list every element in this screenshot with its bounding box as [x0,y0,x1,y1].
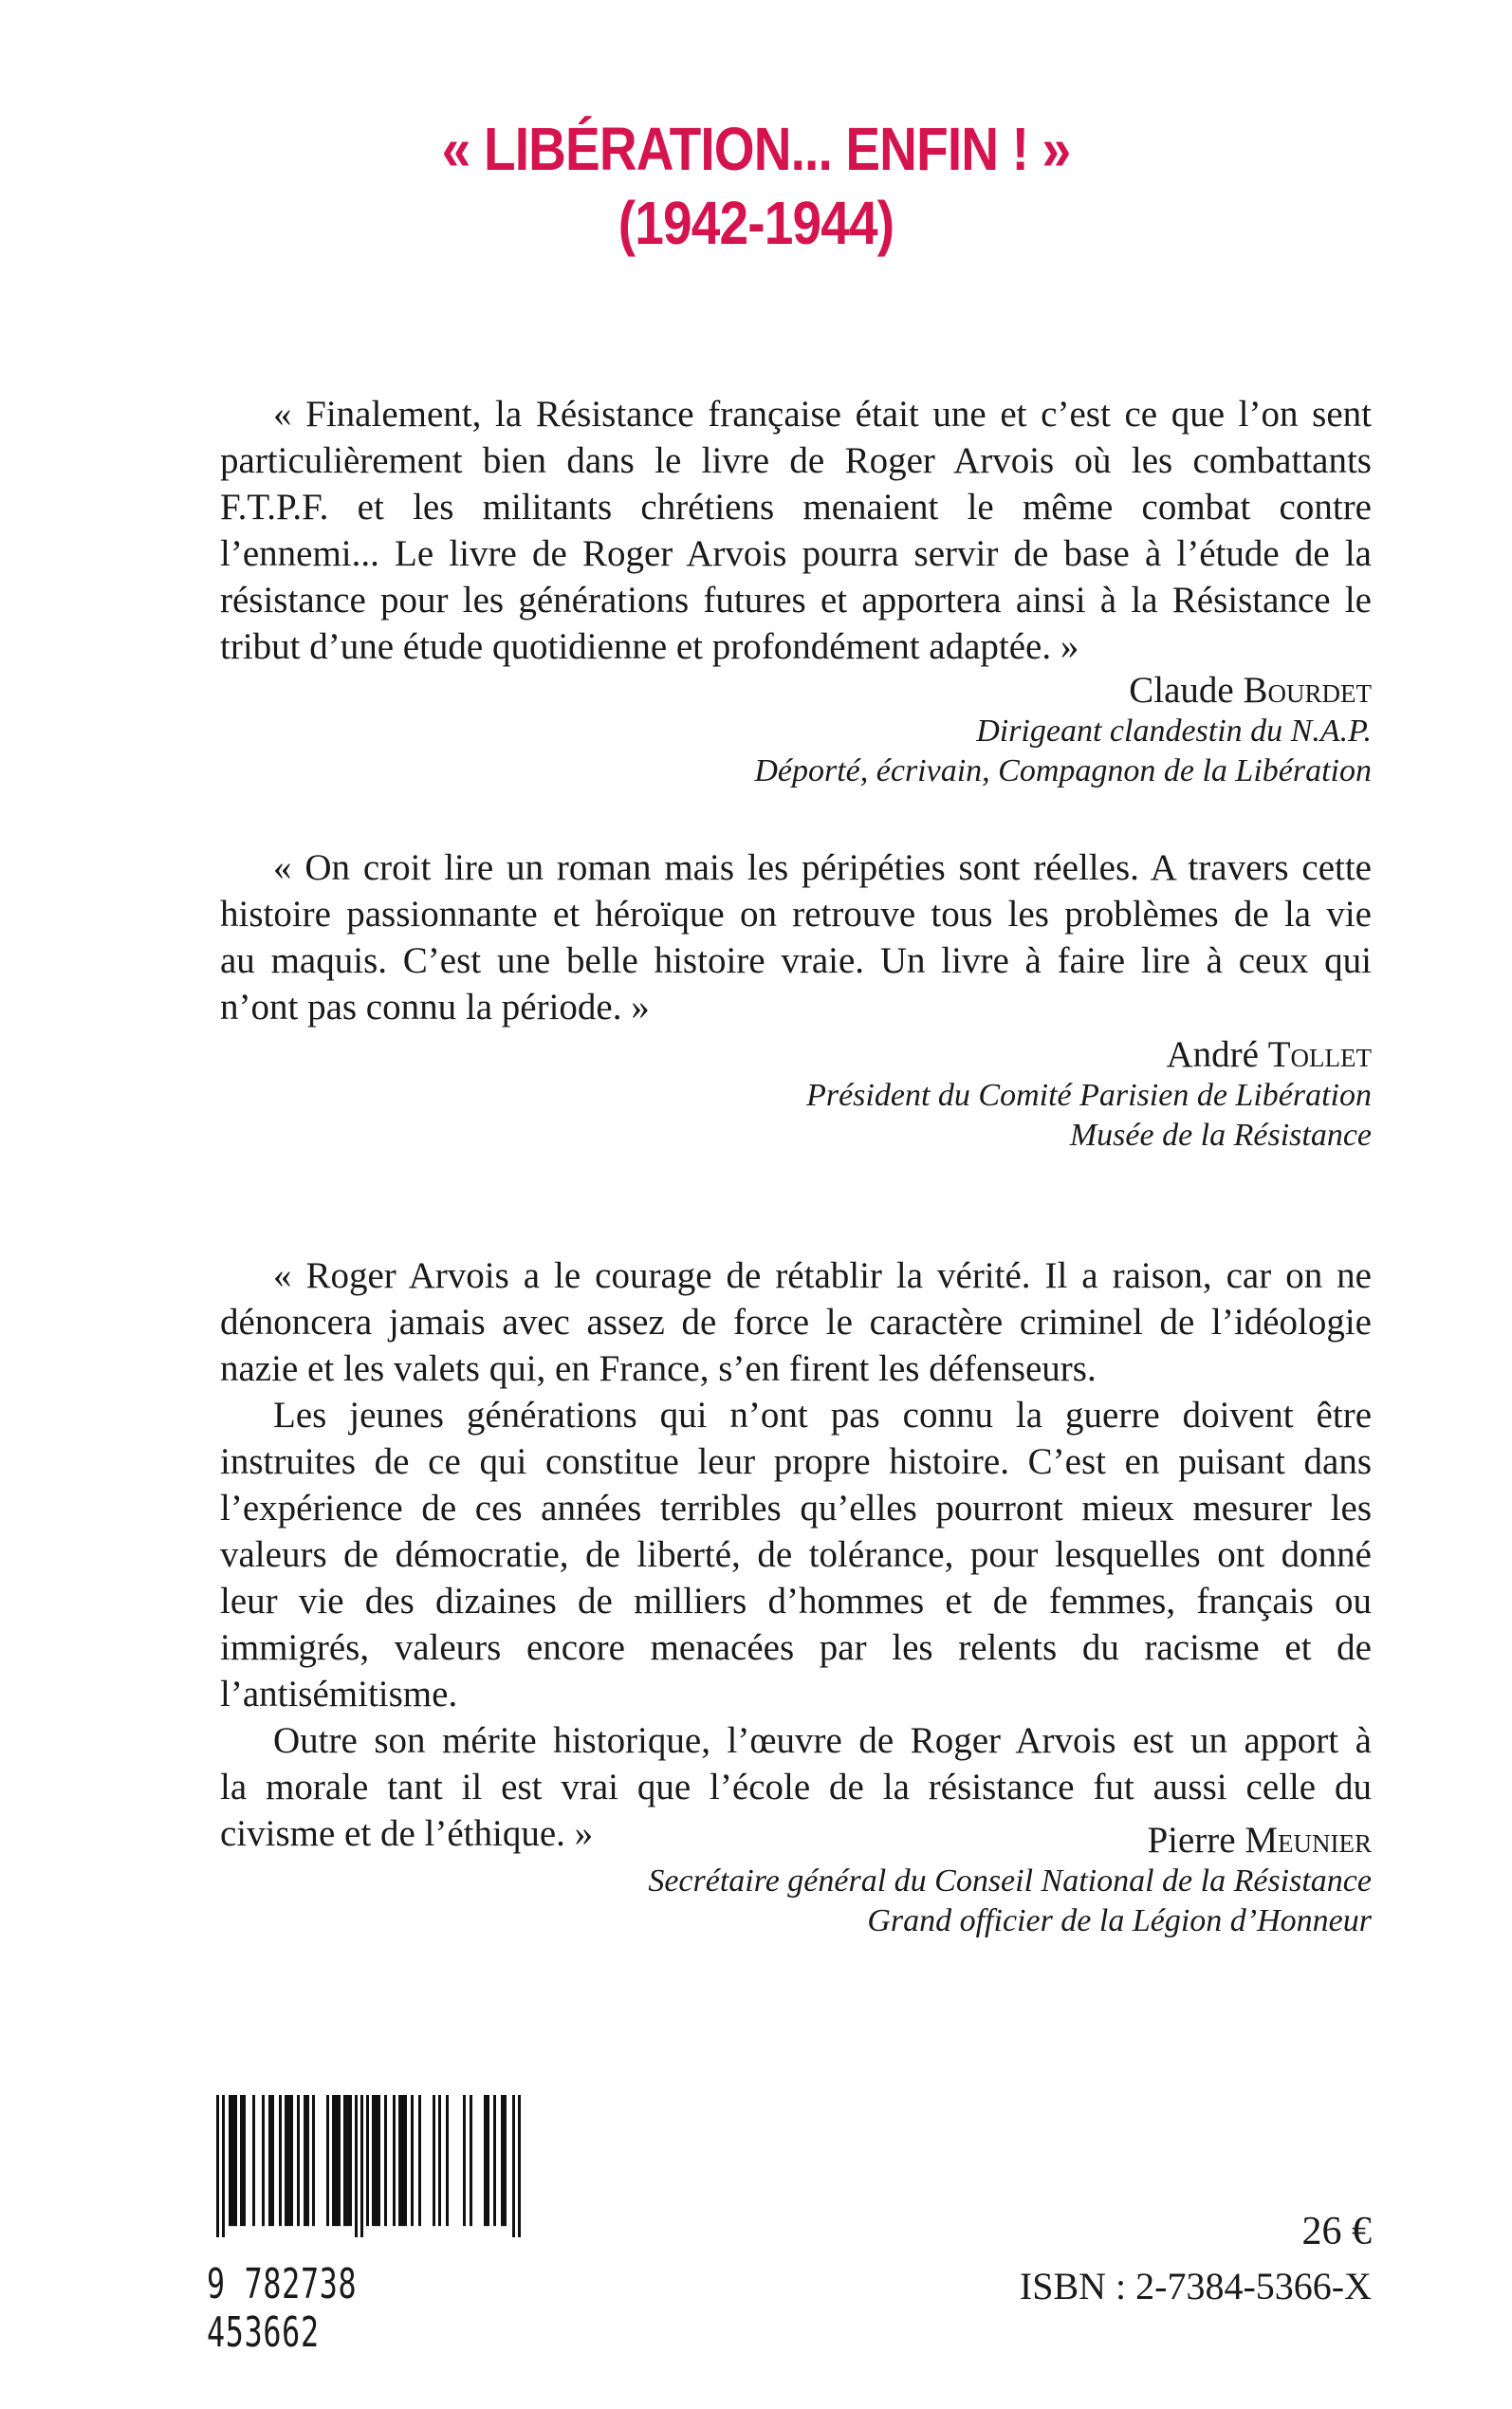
quote-tollet [220,844,1372,1030]
quote-line: particulièrement bien dans le livre de Roger Arvois où les combattants [220,440,1372,481]
signature-meunier [648,1820,1372,1941]
quote-line: « Roger Arvois a le courage de rétablir la vérité. Il a raison, car on ne [273,1255,1372,1296]
quote-line: histoire passionnante et héroïque on retrouve tous les problèmes de la vie [220,894,1372,935]
quote-line: Outre son mérite historique, l’œuvre de Roger Arvois est un apport à [273,1720,1372,1761]
author-name: Pierre Meunier [1147,1820,1372,1861]
signature-tollet [806,1034,1372,1156]
quote-line: résistance pour les générations futures et apportera ainsi à la Résistance le [220,580,1372,621]
quote-line: la morale tant il est vrai que l’école de la résistance fut aussi celle du [220,1767,1372,1807]
quote-line: tribut d’une étude quotidienne et profondément adaptée. » [220,626,1079,667]
author-role: Musée de la Résistance [1069,1118,1372,1153]
quote-line: l’ennemi... Le livre de Roger Arvois pourra servir de base à l’étude de la [220,533,1372,574]
quote-line: immigrés, valeurs encore menacées par les relents du racisme et de [220,1627,1372,1668]
quote-line: civisme et de l’éthique. » [220,1813,594,1854]
quote-line: l’antisémitisme. [220,1674,458,1714]
author-role: Déporté, écrivain, Compagnon de la Libération [754,753,1372,788]
barcode-number: 9 782738 453662 [207,2260,358,2357]
quote-line: instruites de ce qui constitue leur propre histoire. C’est en puisant dans [220,1441,1372,1482]
price: 26 € [1301,2210,1372,2253]
quote-line: n’ont pas connu la période. » [220,987,650,1028]
author-role: Secrétaire général du Conseil National de la Résistance [648,1863,1372,1899]
quote-bourdet [220,391,1372,670]
quote-line: nazie et les valets qui, en France, s’en firent les défenseurs. [220,1348,1097,1389]
barcode-icon [216,2095,529,2237]
author-role: Dirigeant clandestin du N.A.P. [976,713,1372,749]
author-name: André Tollet [1166,1034,1372,1075]
isbn: ISBN : 2-7384-5366-X [1019,2265,1372,2307]
title-line-2: (1942-1944) [618,189,894,257]
quote-line: l’expérience de ces années terribles qu’elles pourront mieux mesurer les [220,1488,1372,1529]
title-line-1: « LIBÉRATION... ENFIN ! » [441,115,1071,183]
author-role: Grand officier de la Légion d’Honneur [867,1903,1372,1938]
quote-line: Les jeunes générations qui n’ont pas connu la guerre doivent être [273,1395,1372,1436]
quote-line: « On croit lire un roman mais les péripéties sont réelles. A travers cette [273,847,1372,888]
quote-line: au maquis. C’est une belle histoire vraie. Un livre à faire lire à ceux qui [220,940,1372,981]
quote-meunier [220,1252,1372,1857]
signature-bourdet [754,670,1372,791]
quote-line: leur vie des dizaines de milliers d’hommes et de femmes, français ou [220,1581,1372,1621]
author-name: Claude Bourdet [1129,670,1372,711]
quote-line: F.T.P.F. et les militants chrétiens menaient le même combat contre [220,487,1372,528]
book-title [106,112,1407,260]
quote-line: « Finalement, la Résistance française était une et c’est ce que l’on sent [273,394,1372,435]
quote-line: dénoncera jamais avec assez de force le caractère criminel de l’idéologie [220,1302,1372,1343]
quote-line: valeurs de démocratie, de liberté, de tolérance, pour lesquelles ont donné [220,1534,1372,1575]
author-role: Président du Comité Parisien de Libération [806,1078,1372,1113]
